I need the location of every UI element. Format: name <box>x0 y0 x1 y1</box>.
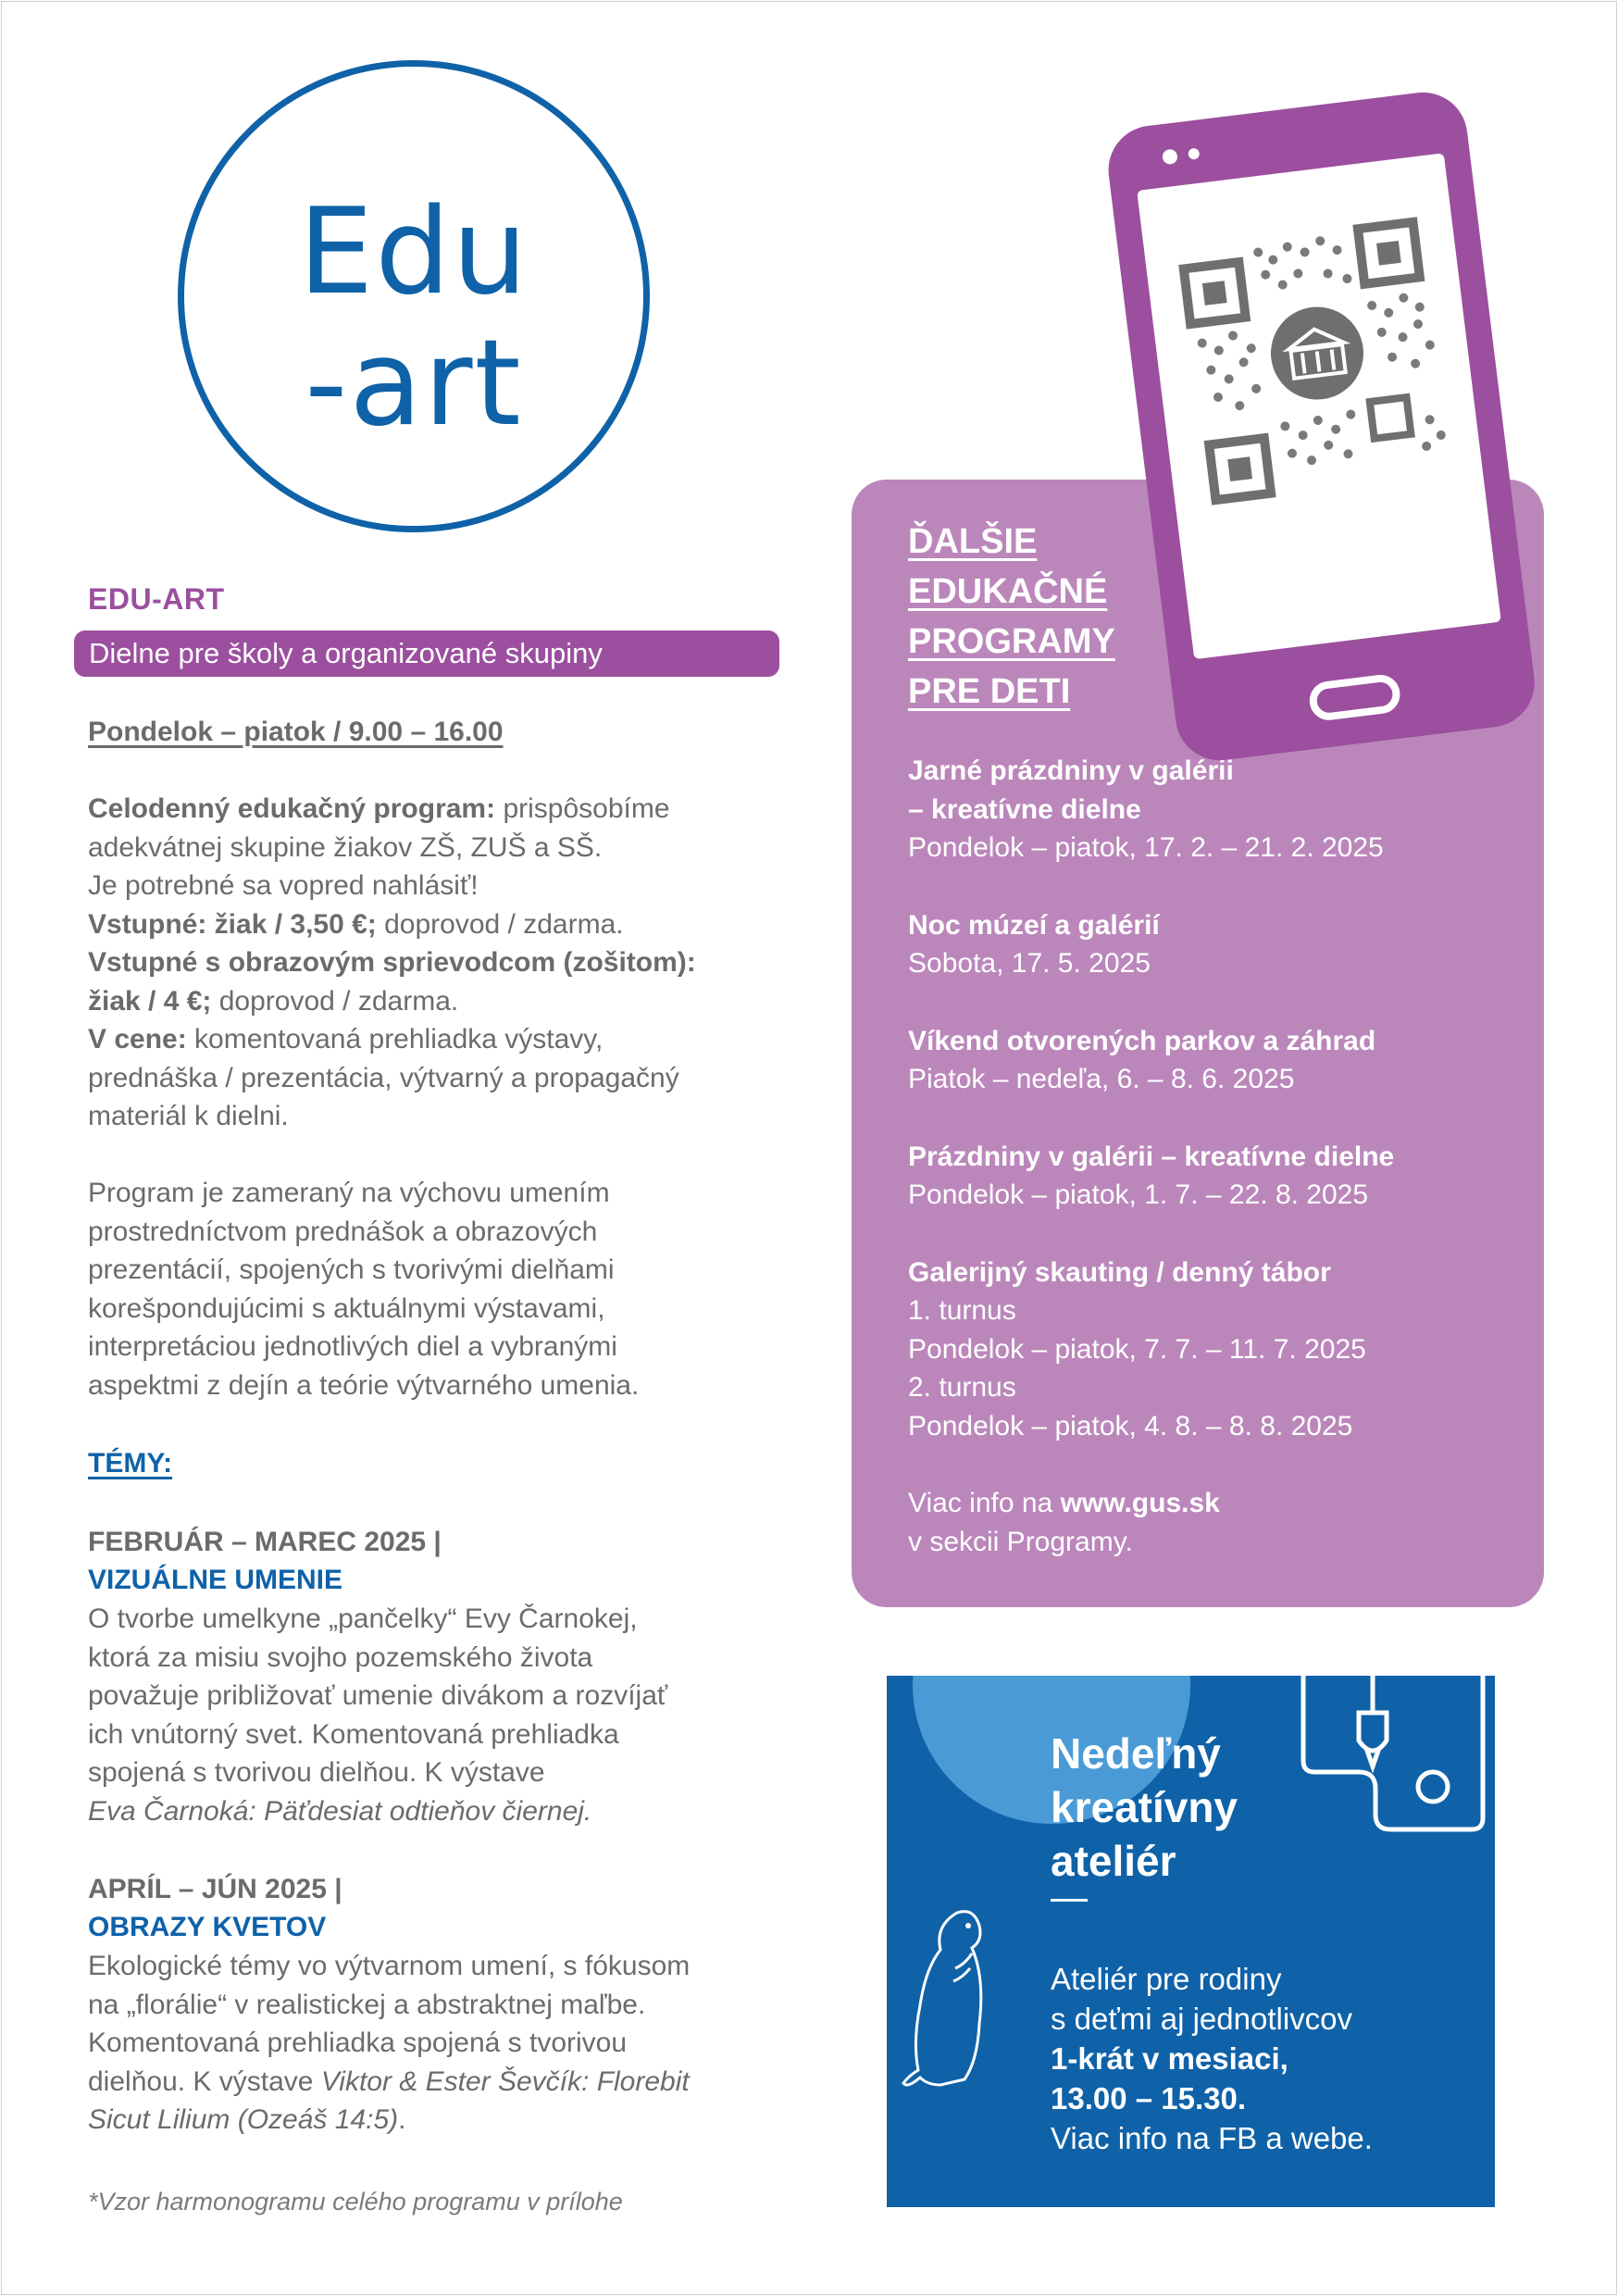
phone-qr-illustration <box>1103 69 1548 773</box>
program-5-title: Galerijný skauting / denný tábor <box>908 1257 1331 1288</box>
text-line: Je potrebné sa vopred nahlásiť! <box>88 870 479 901</box>
exhibition-name-cont: Sicut Lilium (Ozeáš 14:5) <box>88 2104 399 2135</box>
logo-text <box>184 183 643 453</box>
topic-2-title: OBRAZY KVETOV <box>88 1912 327 1942</box>
section-subtitle-pill: Dielne pre školy a organizované skupiny <box>74 630 779 677</box>
text-line: O tvorbe umelkyne „pančelky“ Evy Čarnokej, <box>88 1603 638 1634</box>
program-5-turn-1: 1. turnus <box>908 1295 1016 1326</box>
footnote: *Vzor harmonogramu celého programu v prílohe <box>88 2188 623 2215</box>
program-4-date: Pondelok – piatok, 1. 7. – 22. 8. 2025 <box>908 1179 1369 1210</box>
program-4-title: Prázdniny v galérii – kreatívne dielne <box>908 1142 1395 1172</box>
label-price: Vstupné: žiak / 3,50 €; <box>88 908 377 940</box>
text-line: Ekologické témy vo výtvarnom umení, s fókusom <box>88 1951 691 1981</box>
text-line: aspektmi z dejín a teórie výtvarného umenia. <box>88 1369 640 1401</box>
atelier-details <box>1051 1959 1373 2158</box>
more-info-line <box>908 1484 1220 1523</box>
heading-line: ĎALŠIE <box>908 522 1038 561</box>
program-1-title: Jarné prázdniny v galérii <box>908 755 1234 786</box>
text-line: Program je zameraný na výchovu umením <box>88 1178 610 1208</box>
opening-hours: Pondelok – piatok / 9.00 – 16.00 <box>88 717 504 747</box>
text-line: spojená s tvorivou dielňou. K výstave <box>88 1757 545 1788</box>
text-price-guide: doprovod / zdarma. <box>211 985 459 1017</box>
frequency: 1-krát v mesiaci, <box>1051 2041 1288 2076</box>
program-3-date: Piatok – nedeľa, 6. – 8. 6. 2025 <box>908 1064 1295 1094</box>
program-2-date: Sobota, 17. 5. 2025 <box>908 948 1151 979</box>
text-line: adekvátnej skupine žiakov ZŠ, ZUŠ a SŠ. <box>88 831 603 863</box>
text-line: prednáška / prezentácia, výtvarný a propagačný <box>88 1062 679 1093</box>
text-line: korešpondujúcimi s aktuálnymi výstavami, <box>88 1292 605 1324</box>
edu-art-logo <box>178 60 650 532</box>
more-info-text: Viac info na <box>908 1488 1061 1518</box>
title-line: Nedeľný <box>1051 1729 1221 1778</box>
text-program: prispôsobíme <box>495 793 670 824</box>
text-line: prostredníctvom prednášok a obrazových <box>88 1216 598 1247</box>
exhibition-name: Viktor & Ester Ševčík: Florebit <box>320 2065 690 2097</box>
topic-1-text <box>88 1600 801 1830</box>
text-line: materiál k dielni. <box>88 1101 289 1131</box>
heading-line: PRE DETI <box>908 672 1071 711</box>
topic-2-date: APRÍL – JÚN 2025 | <box>88 1874 342 1904</box>
detail-line: Ateliér pre rodiny <box>1051 1962 1282 1996</box>
detail-line: Viac info na FB a webe. <box>1051 2121 1373 2155</box>
title-line: kreatívny <box>1051 1783 1238 1831</box>
program-1-title-cont: – kreatívne dielne <box>908 794 1141 825</box>
program-5-date-2: Pondelok – piatok, 4. 8. – 8. 8. 2025 <box>908 1411 1353 1441</box>
logo-line-2: -art <box>305 315 523 453</box>
program-5-date-1: Pondelok – piatok, 7. 7. – 11. 7. 2025 <box>908 1334 1366 1365</box>
exhibition-name: Eva Čarnoká: Päťdesiat odtieňov čiernej. <box>88 1795 592 1827</box>
text-line: ktorá za misiu svojho pozemského života <box>88 1641 593 1673</box>
atelier-title <box>1051 1727 1238 1888</box>
topic-1-date: FEBRUÁR – MAREC 2025 | <box>88 1527 442 1557</box>
text-fragment: . <box>398 2104 406 2135</box>
text-line: Komentovaná prehliadka spojená s tvorivou <box>88 2028 628 2058</box>
program-description <box>88 1174 801 1404</box>
website-link[interactable]: www.gus.sk <box>1060 1488 1220 1518</box>
label-included: V cene: <box>88 1024 187 1054</box>
program-3-title: Víkend otvorených parkov a záhrad <box>908 1026 1376 1056</box>
topic-1-title: VIZUÁLNE UMENIE <box>88 1565 343 1595</box>
text-line: považuje približovať umenie divákom a rozvíjať <box>88 1680 668 1711</box>
text-included: komentovaná prehliadka výstavy, <box>186 1024 604 1054</box>
more-info-section: v sekcii Programy. <box>908 1527 1133 1557</box>
text-line: interpretáciou jednotlivých diel a vybranými <box>88 1331 617 1362</box>
topics-heading: TÉMY: <box>88 1448 173 1479</box>
heading-line: PROGRAMY <box>908 622 1115 661</box>
text-line: prezentácií, spojených s tvorivými dielňami <box>88 1254 615 1285</box>
program-2-title: Noc múzeí a galérií <box>908 910 1160 941</box>
logo-line-1: Edu <box>298 183 529 321</box>
atelier-box <box>887 1676 1495 2207</box>
price-guide-value: žiak / 4 €; <box>88 985 212 1017</box>
time: 13.00 – 15.30. <box>1051 2081 1247 2115</box>
program-5-turn-2: 2. turnus <box>908 1372 1016 1403</box>
text-price: doprovod / zdarma. <box>376 908 624 940</box>
text-line: na „florálie“ v realistickej a abstraktnej maľbe. <box>88 1989 646 2020</box>
topic-2-text <box>88 1947 801 2140</box>
palette-brush-icon <box>1294 1676 1495 1852</box>
label-price-guide: Vstupné s obrazovým sprievodcom (zošitom): <box>88 947 696 978</box>
heading-line: EDUKAČNÉ <box>908 572 1108 611</box>
detail-line: s deťmi aj jednotlivcov <box>1051 2002 1353 2036</box>
program-1-date: Pondelok – piatok, 17. 2. – 21. 2. 2025 <box>908 832 1384 863</box>
marmot-icon <box>900 1894 992 2107</box>
title-line: ateliér <box>1051 1837 1176 1885</box>
label-program: Celodenný edukačný program: <box>88 793 496 824</box>
section-title: EDU-ART <box>88 582 225 616</box>
divider <box>1051 1899 1088 1902</box>
programs-heading <box>908 517 1115 717</box>
program-details <box>88 790 801 1136</box>
text-line: ich vnútorný svet. Komentovaná prehliadka <box>88 1718 619 1750</box>
text-fragment: dielňou. K výstave <box>88 2065 321 2097</box>
